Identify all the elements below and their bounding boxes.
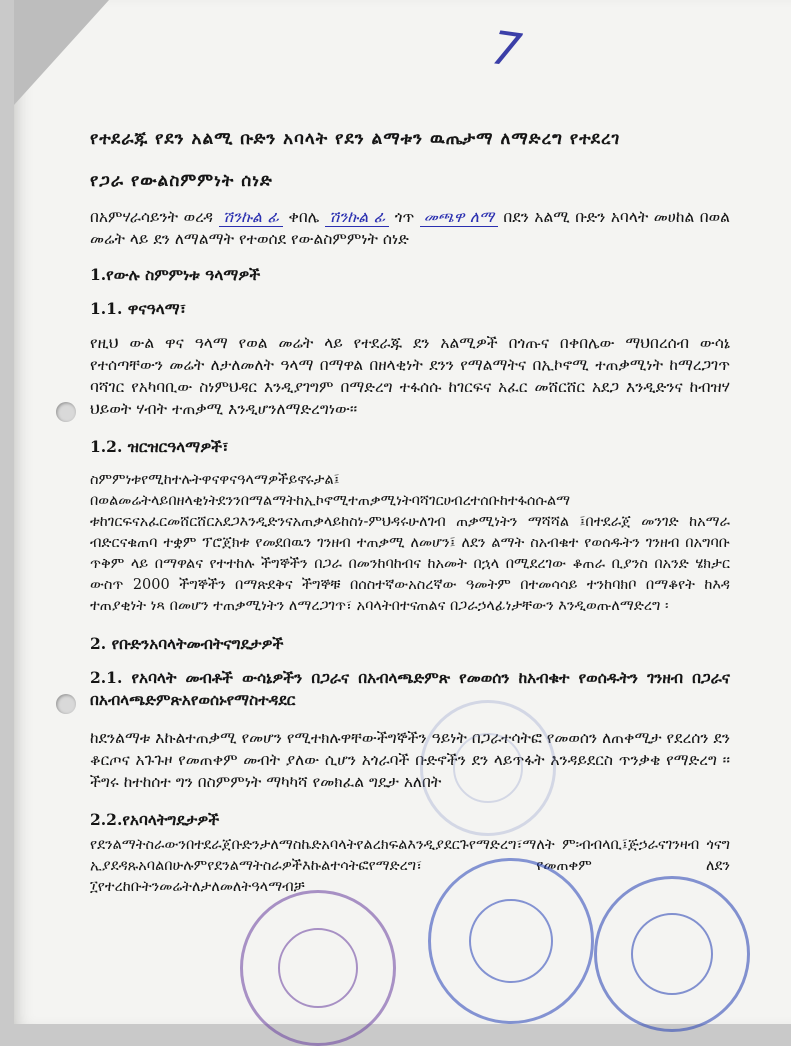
- section-1-1-paragraph: የዚህ ውል ዋና ዓላማ የወል መሬት ላይ የተደራጁ ደን አልሚዎች በጎጡና በቀበሌው ማህበረሰብ ውሳኔ የተሰጣቸውን መሬት ለታለመለት ዓላማ በማዋል በዘላቂነት ደንን የማልማትና በኢኮኖሚ ተጠቃሚነት ከማረጋገጥ ባሻገር የአካባቢው ስነምህዳር እንዲያገግም በማድረግ ተፋሰሱ ከገርፍና አፈር መሸርሸር አደጋ እንዲድንና ከብዝሃ ህይወት ሃብት ተጠቃሚ እንዲሆንለማድረግነው፡፡: [90, 334, 730, 418]
- purple-official-stamp: [240, 890, 396, 1046]
- intro-paragraph: [90, 206, 730, 250]
- section-2-2-heading: 2.2.የአባላትግዴታዎች: [90, 810, 220, 829]
- faded-stamp: [420, 700, 556, 836]
- intro-suffix: በደን አልሚ ቡድን አባላት መሀከል በወል መሬት ላይ ደን ለማልማት የተወሰደ የውልስምምነት ሰነድ: [90, 208, 730, 248]
- section-2-2-paragraph: የደንልማትስራውንበተደራጀቡድንታለማስኬድአባላትየልረክፍልእንዲያደርጉየማድረግ፣ማለት ም፡ብብላቢ፤ጅኃራናገንዛብ ጎናግ ኢያደዳጹአባልበሁሉምየደንልማትስራዎችእኩልተሳትፎየማድረግ፣ የመጠቀም ለደን ፲የተረከቡትንመሬትለታለመለትዓላማብቻ: [90, 837, 730, 895]
- handwritten-fill-1: ሽንኩል ፊ: [219, 208, 283, 227]
- punch-hole-bottom: [56, 694, 76, 714]
- section-1-1-heading: 1.1. ዋናዓላማ፣: [90, 299, 187, 318]
- section-1-2-heading: 1.2. ዝርዝርዓላማዎች፣: [90, 437, 229, 456]
- handwritten-fill-2: ሽንኩል ፊ: [325, 208, 389, 227]
- handwritten-fill-3: መጫዋ ለማ: [420, 208, 498, 227]
- intro-mid-1: ቀበሌ: [288, 208, 320, 226]
- intro-mid-2: ጎጥ: [394, 208, 415, 226]
- blue-official-stamp-right: [594, 876, 750, 1032]
- punch-hole-top: [56, 402, 76, 422]
- section-2-1-paragraph: ከደንልማቱ እኩልተጠቃሚ የመሆን የሚተክሉዋቸውችግኞችን ዓይነት በጋራተሳትፎ የመወሰን ለጠቀሚታ የደረሰን ደን ቆርጦና አጉጉዞ የመጠቀም መብት ያለው ሲሆን አጎራባች ቡድኖችን ደን ላይጥፋት እንዳይደርስ ጥንቃቄ የማድረግ ፡፡ችግሩ ከተከሰተ ግን በስምምነት ማካካሻ የመክፈል ግዴታ አለበት: [90, 729, 730, 791]
- document-title: የተደራጁ የደን አልሚ ቡድን አባላት የደን ልማቱን ዉጤታማ ለማድረግ የተደረገ: [90, 129, 621, 149]
- section-1-2-paragraph: ስምምነቱየሚከተሉትዋናዋናዓላማዎችይኖሩታል፤ በወልመሬትላይበዘላቂነትደንንበማልማትከኢኮኖሚተጠቃሚነትባሻገርሀብረተሰቡከተፋሰሱልማ ቱከገርፍናአፈርመሸርሸርአደጋእንዲድንናአጠቃላይከስነ-ምህዳሩሁለገብ ጠቃሚነትን ማሻሻል ፤በተደራጀ መንገድ ከአማራ ብድርናቁጠባ ተቋም ፕሮጀክቱ የመደበዉን ገንዘብ ተጠቃሚ ለመሆን፤ ለደን ልማት ስአብቁተ የወሰዱትን ገንዘብ በአግባቡ ጥቅም ላይ በማዋልና የተተከሉ ችግኞችን በጋራ በመንከባከብና ከአመት በኋላ በሚደረገው ቆጠራ ቢያንስ በአንድ ሄክታር ውስጥ 2000 ችግኞችን በማጽደቅና ችግኞቹ በሰስተኛውአስረኛው ዓመትም በተመሳሳይ ተንከባክቦ በማቆየት ከእዳ ተጠያቂነት ነጻ በመሆን ተጠቃሚነትን ለማረጋገጥ፣ አባላትበተናጠልና በጋራኃላፊነታቸውን እንዲወጡለማድረግ ፡: [90, 472, 730, 614]
- handwritten-page-number: 7: [488, 20, 525, 78]
- section-2-1-heading: 2.1. የአባላት መብቶች ውሳኔዎችን በጋራና በአብላጫድምጽ የመወሰን ከአብቁተ የወሰዱትን ገንዘብ በጋራና በአብላጫድምጽአየወሰኑየማስተዳደር: [90, 668, 730, 709]
- folded-corner: [14, 0, 109, 105]
- intro-prefix: በአምሃራሳይንት ወረዳ: [90, 208, 213, 226]
- section-1-heading: 1.የውሉ ስምምነቱ ዓላማዎች: [90, 265, 261, 284]
- document-body: [90, 128, 730, 914]
- section-2-heading: 2. የቡድንአባላትመብትናግዴታዎች: [90, 634, 284, 653]
- document-subtitle: የጋራ የውልስምምነት ሰነድ: [90, 171, 273, 191]
- blue-official-stamp-center: [428, 858, 594, 1024]
